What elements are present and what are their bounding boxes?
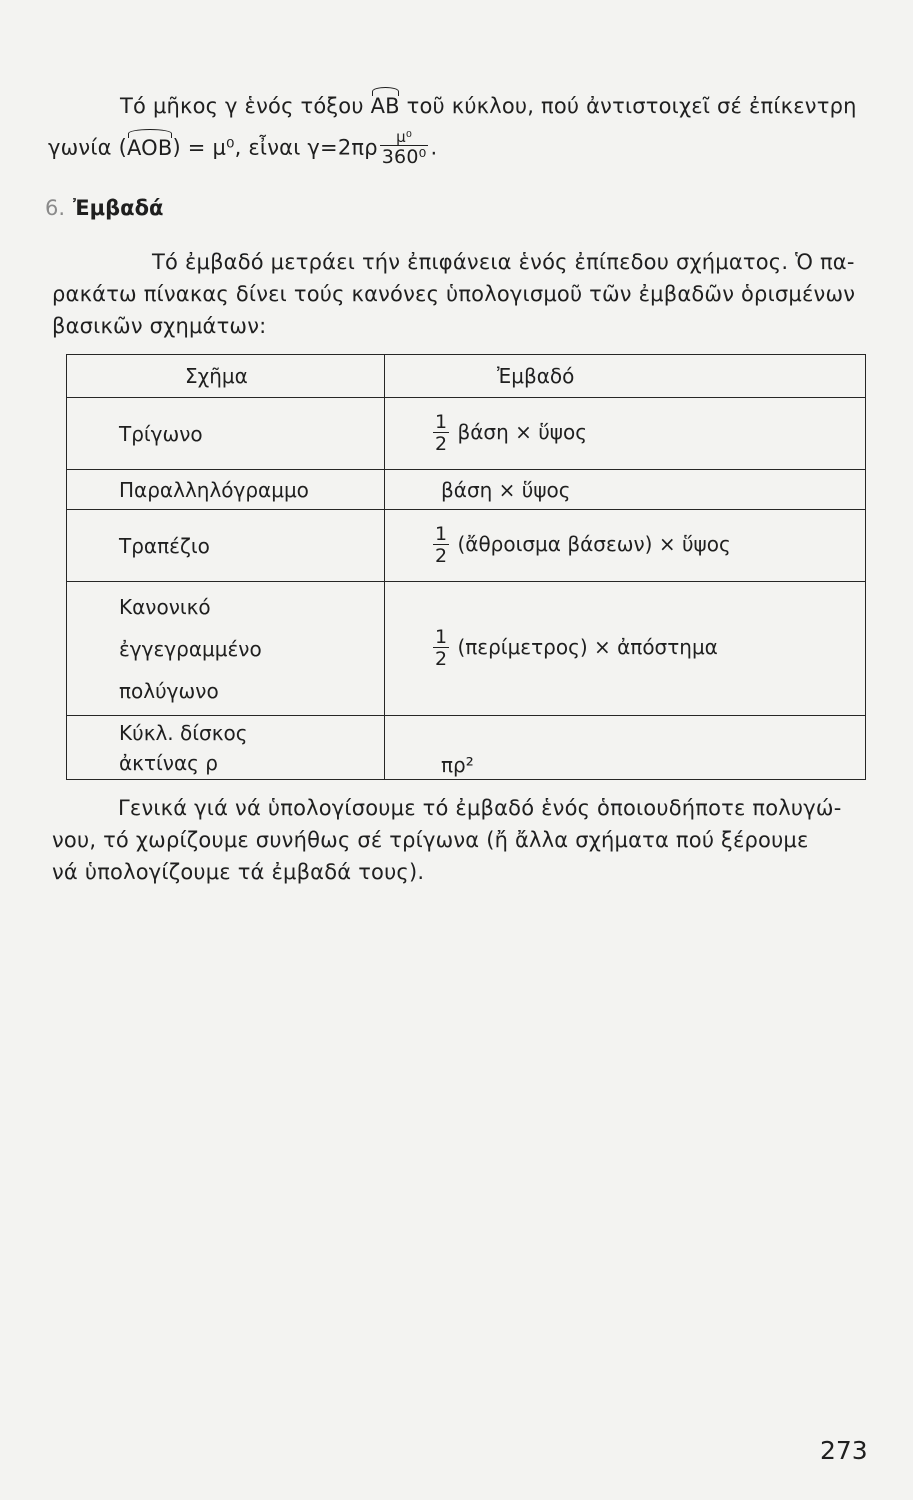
formula-period: .	[430, 135, 438, 160]
arc-label: ΑΒ	[370, 94, 400, 118]
header-area: Ἐμβαδό	[385, 355, 866, 398]
arc-text-suffix: τοῦ κύκλου, πού ἀντιστοιχεῖ σέ ἐπίκεντρη	[399, 94, 857, 118]
fraction-denominator: 360⁰	[381, 146, 427, 168]
half-fraction: $\frac{1}{2}$	[435, 411, 448, 455]
degree-fraction	[380, 130, 429, 167]
area-formula	[385, 398, 866, 470]
table-row	[67, 510, 866, 582]
arc-text-prefix: Τό μῆκος γ ἑνός τόξου	[120, 94, 371, 118]
intro-line-1: Τό ἐμβαδό μετράει τήν ἐπιφάνεια ἑνός ἐπίπεδου σχήματος. Ὁ πα-	[152, 250, 855, 274]
closing-line-2: νου, τό χωρίζουμε συνήθως σέ τρίγωνα (ἤ ἄλλα σχήματα πού ξέρουμε	[52, 828, 809, 852]
area-formulas-table	[66, 354, 866, 780]
table-row	[67, 470, 866, 510]
arc-length-line-1	[120, 94, 857, 118]
section-title: Ἐμβαδά	[73, 196, 164, 220]
section-number: 6.	[45, 196, 66, 220]
formula-text: (περίμετρος) × ἀπόστημα	[457, 635, 718, 659]
table-row	[67, 582, 866, 716]
shape-name: Κύκλ. δίσκος ἀκτίνας ρ	[67, 716, 385, 780]
shape-name: Παραλληλόγραμμο	[67, 470, 385, 510]
area-formula	[385, 510, 866, 582]
shape-name: Κανονικό ἐγγεγραμμένο πολύγωνο	[67, 582, 385, 716]
half-fraction: $\frac{1}{2}$	[435, 523, 448, 567]
intro-line-2: ρακάτω πίνακας δίνει τούς κανόνες ὑπολογισμοῦ τῶν ἐμβαδῶν ὁρισμένων	[52, 282, 856, 306]
shape-name: Τραπέζιο	[67, 510, 385, 582]
angle-text-prefix: γωνία (	[48, 135, 127, 160]
table-row	[67, 398, 866, 470]
table-row	[67, 716, 866, 780]
closing-line-3: νά ὑπολογίζουμε τά ἐμβαδά τους).	[52, 860, 425, 884]
table-header-row	[67, 355, 866, 398]
page-number: 273	[820, 1436, 868, 1465]
angle-label: AOB	[126, 135, 173, 160]
header-shape: Σχῆμα	[67, 355, 385, 398]
arc-formula: ) = μ⁰, εἶναι γ=2πρ	[172, 135, 378, 160]
section-heading	[45, 196, 163, 220]
shape-name: Τρίγωνο	[67, 398, 385, 470]
half-fraction: $\frac{1}{2}$	[435, 626, 448, 670]
arc-length-line-2	[48, 130, 437, 167]
area-formula	[385, 582, 866, 716]
fraction-numerator: μ⁰	[396, 128, 413, 146]
area-formula: βάση × ὕψος	[385, 470, 866, 510]
intro-line-3: βασικῶν σχημάτων:	[52, 314, 267, 338]
area-formula: πρ²	[385, 716, 866, 780]
formula-text: (ἄθροισμα βάσεων) × ὕψος	[457, 532, 731, 556]
formula-text: βάση × ὕψος	[457, 420, 587, 444]
closing-line-1: Γενικά γιά νά ὑπολογίσουμε τό ἐμβαδό ἑνός ὁποιουδήποτε πολυγώ-	[118, 796, 842, 820]
